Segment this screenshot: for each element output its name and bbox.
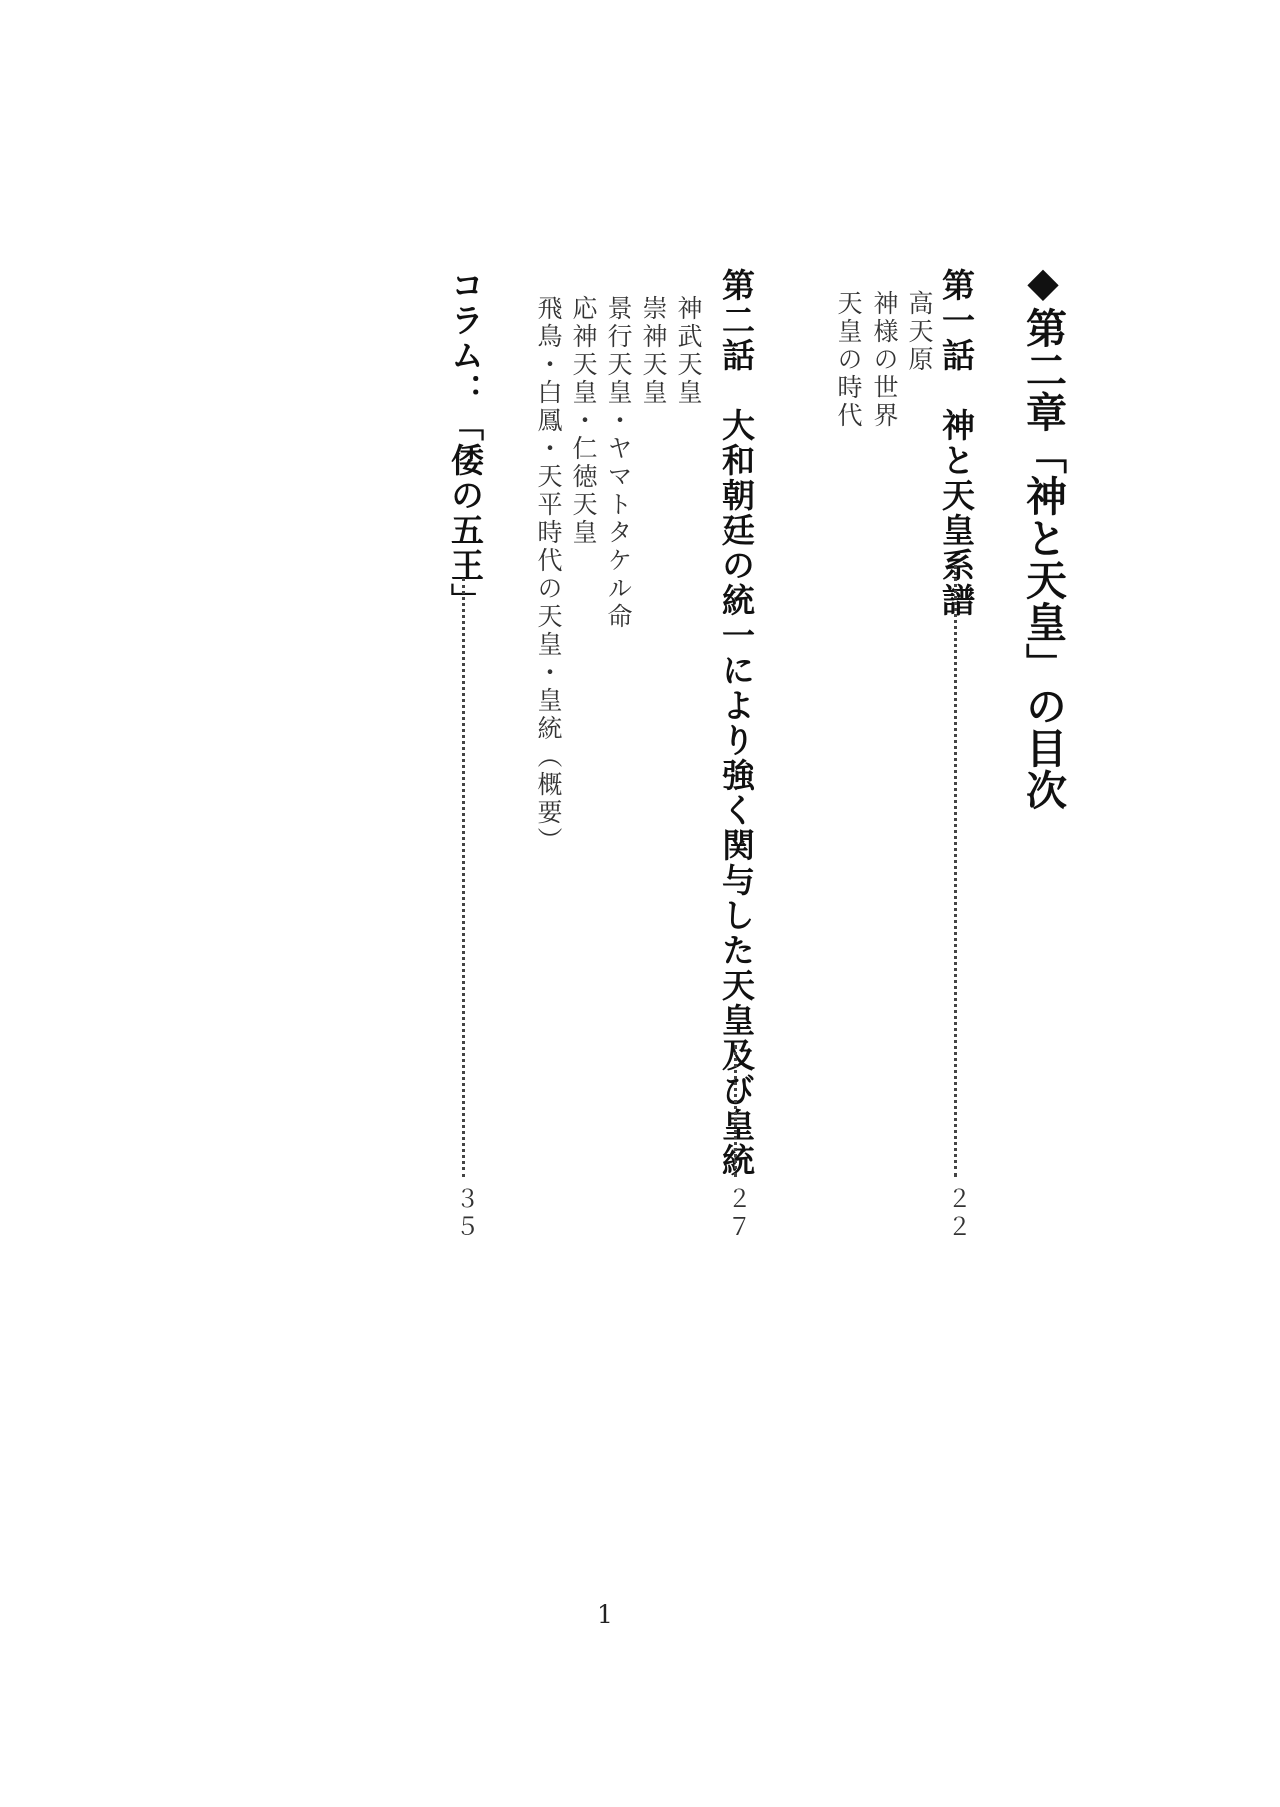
chapter-title: ◆第二章「神と天皇」の目次 (1019, 258, 1067, 811)
page-number-footer: 1 (597, 1600, 613, 1629)
section-2-dot-leader (734, 1045, 737, 1177)
section-2-item-4: 応神天皇・仁徳天皇 (569, 295, 598, 547)
section-2-item-5: 飛鳥・白鳳・天平時代の天皇・皇統（概要） (534, 295, 563, 855)
section-2-item-3: 景行天皇・ヤマトタケル命 (604, 295, 633, 631)
section-1-item-3: 天皇の時代 (834, 290, 863, 430)
column-dot-leader (462, 578, 465, 1177)
section-2-item-1: 神武天皇 (674, 295, 703, 407)
column-title: コラム：「倭の五王」 (446, 268, 485, 618)
column-page-number: ３５ (451, 1186, 479, 1242)
section-1-dot-leader (954, 565, 957, 1177)
section-1-item-1: 高天原 (905, 290, 934, 374)
section-2-title: 第二話 大和朝廷の統一により強く関与した天皇及び皇統 (717, 268, 756, 1178)
section-1-item-2: 神様の世界 (870, 290, 899, 430)
section-2-page-number: ２７ (723, 1186, 751, 1242)
section-1-page-number: ２２ (943, 1186, 971, 1242)
section-1-title: 第一話 神と天皇系譜 (937, 268, 976, 618)
section-2-item-2: 崇神天皇 (639, 295, 668, 407)
